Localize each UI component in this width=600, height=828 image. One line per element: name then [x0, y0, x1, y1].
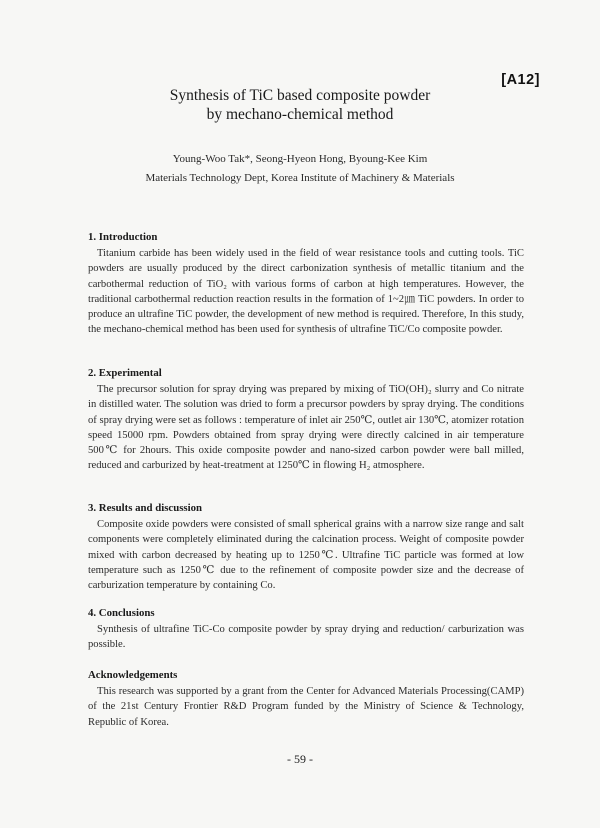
section-text: Synthesis of ultrafine TiC-Co composite powder by spray drying and reduction/ carburization was possible. — [88, 624, 524, 651]
paper-title — [0, 86, 600, 124]
author-block — [0, 150, 600, 188]
section-text: Composite oxide powders were consisted of small spherical grains with a narrow size range and salt components were completely eliminated during the calcination process. Weight of composite powder mixed with carbon decreased by heating up to 1250℃. Ultrafine TiC particle was formed at low temperature such as 1250℃ due to the refinement of composite powder size and the decrease of carburization temperature by containing Co. — [88, 519, 524, 592]
section-conclusions — [88, 606, 524, 653]
section-heading: 3. Results and discussion — [88, 502, 203, 514]
section-heading: 2. Experimental — [88, 367, 162, 379]
abstract-code: [A12] — [501, 72, 540, 88]
section-text: Titanium carbide has been widely used in the field of wear resistance tools and cutting tools. TiC powders are usually produced by the direct carbonization synthesis of metallic titanium and the carbothermal reduction of TiO₂ with various forms of carbon at high temperatures. However, the traditional carbothermal reduction reaction results in the formation of 1~2㎛ TiC powders. In order to produce an ultrafine TiC powder, the development of new method is required. Therefore, In this study, the mechano-chemical method has been used for synthesis of ultrafine TiC/Co composite powder. — [88, 248, 524, 336]
section-text: This research was supported by a grant from the Center for Advanced Materials Processing(CAMP) of the 21st Century Frontier R&D Program funded by the Ministry of Science & Technology, Republic of Korea. — [88, 686, 524, 728]
section-text: The precursor solution for spray drying was prepared by mixing of TiO(OH)₂ slurry and Co nitrate in distilled water. The solution was dried to form a precursor powders by spray drying. The conditions of spray drying were set as follows : temperature of inlet air 250℃, outlet air 130℃, atomizer rotation speed 15000 rpm. Powders obtained from spray drying were directly calcined in air temperature 500℃ for 2hours. This oxide composite powder and nano-sized carbon powder were ball milled, reduced and carburized by heat-treatment at 1250℃ in flowing H₂ atmosphere. — [88, 384, 524, 472]
section-introduction — [88, 230, 524, 337]
section-heading: 4. Conclusions — [88, 607, 155, 619]
section-heading: Acknowledgements — [88, 669, 178, 681]
section-experimental — [88, 366, 524, 473]
affiliation: Materials Technology Dept, Korea Institute of Machinery & Materials — [145, 172, 455, 184]
authors: Young-Woo Tak*, Seong-Hyeon Hong, Byoung-Kee Kim — [172, 153, 428, 165]
section-acknowledgements — [88, 668, 524, 730]
section-results — [88, 501, 524, 593]
title-line-2: by mechano-chemical method — [206, 106, 394, 123]
page-number: - 59 - — [287, 752, 313, 766]
section-heading: 1. Introduction — [88, 231, 158, 243]
title-line-1: Synthesis of TiC based composite powder — [169, 87, 431, 104]
